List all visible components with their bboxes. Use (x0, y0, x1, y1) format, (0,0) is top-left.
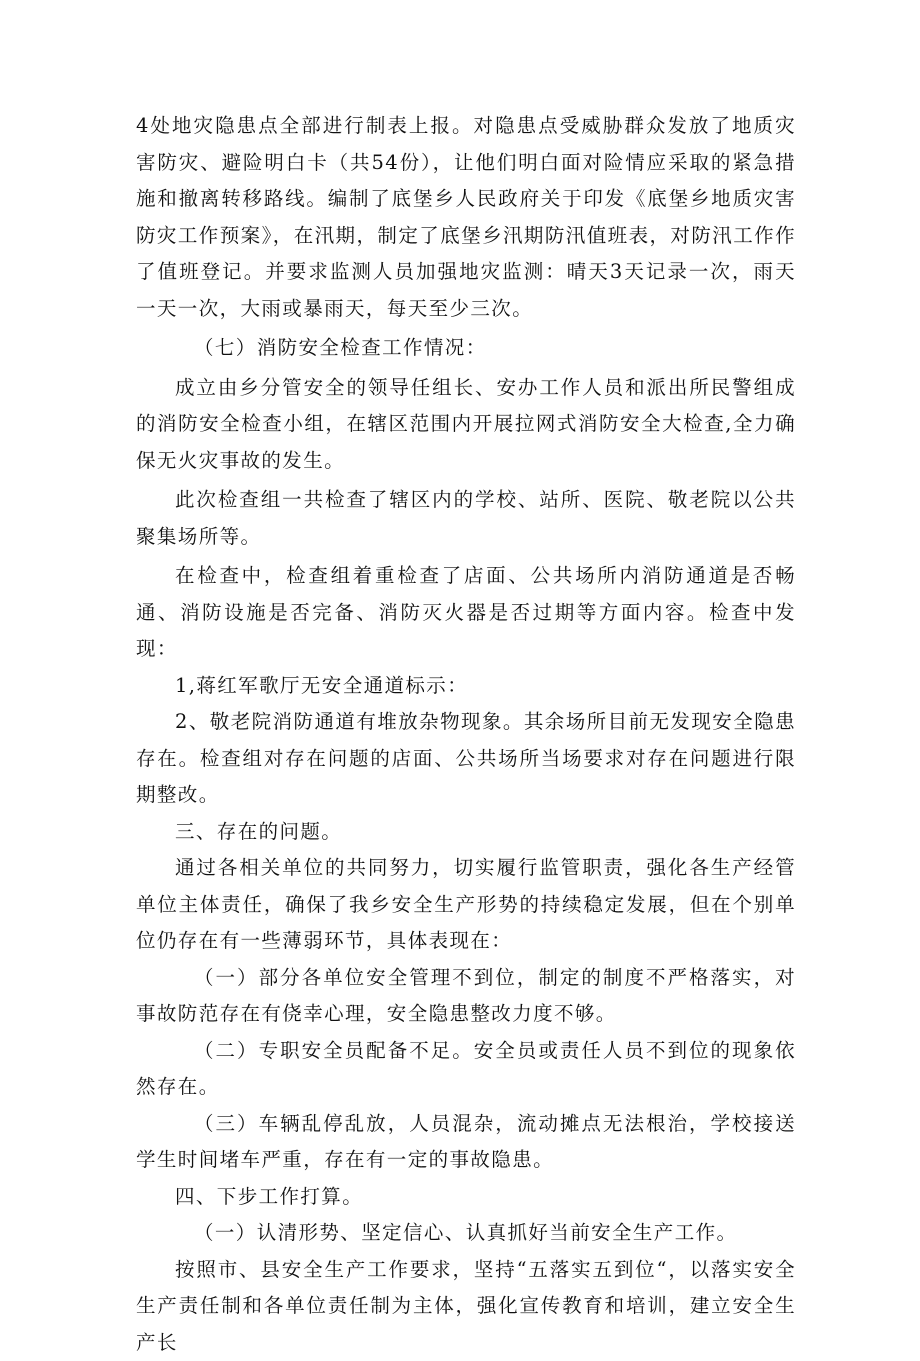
paragraph-inspection-focus: 在检查中，检查组着重检查了店面、公共场所内消防通道是否畅通、消防设施是否完备、消防灭火器是否过期等方面内容。检查中发现： (136, 558, 796, 668)
document-page (136, 108, 796, 1361)
list-item-problem-2: （二）专职安全员配备不足。安全员或责任人员不到位的现象依然存在。 (136, 1033, 796, 1106)
heading-fire-safety-inspection: （七）消防安全检查工作情况： (136, 330, 796, 367)
paragraph-inspection-team: 成立由乡分管安全的领导任组长、安办工作人员和派出所民警组成的消防安全检查小组，在辖区范围内开展拉网式消防安全大检查,全力确保无火灾事故的发生。 (136, 370, 796, 480)
list-item-finding-2: 2、敬老院消防通道有堆放杂物现象。其余场所目前无发现安全隐患存在。检查组对存在问题的店面、公共场所当场要求对存在问题进行限期整改。 (136, 704, 796, 814)
heading-existing-problems: 三、存在的问题。 (136, 814, 796, 851)
paragraph-inspection-scope: 此次检查组一共检查了辖区内的学校、站所、医院、敬老院以公共聚集场所等。 (136, 482, 796, 555)
list-item-problem-1: （一）部分各单位安全管理不到位，制定的制度不严格落实，对事故防范存在有侥幸心理，安全隐患整改力度不够。 (136, 960, 796, 1033)
paragraph-geohazard-report: 4处地灾隐患点全部进行制表上报。对隐患点受威胁群众发放了地质灾害防灾、避险明白卡（共54份），让他们明白面对险情应采取的紧急措施和撤离转移路线。编制了底堡乡人民政府关于印发《底堡乡地质灾害防灾工作预案》，在汛期，制定了底堡乡汛期防汛值班表，对防汛工作作了值班登记。并要求监测人员加强地灾监测：晴天3天记录一次，雨天一天一次，大雨或暴雨天，每天至少三次。 (136, 108, 796, 327)
heading-next-steps: 四、下步工作打算。 (136, 1179, 796, 1216)
heading-next-step-1: （一）认清形势、坚定信心、认真抓好当前安全生产工作。 (136, 1215, 796, 1252)
paragraph-problems-intro: 通过各相关单位的共同努力，切实履行监管职责，强化各生产经管单位主体责任，确保了我乡安全生产形势的持续稳定发展，但在个别单位仍存在有一些薄弱环节，具体表现在： (136, 850, 796, 960)
list-item-problem-3: （三）车辆乱停乱放，人员混杂，流动摊点无法根治，学校接送学生时间堵车严重，存在有一定的事故隐患。 (136, 1106, 796, 1179)
list-item-finding-1: 1,蒋红军歌厅无安全通道标示： (136, 668, 796, 705)
paragraph-next-step-1-detail: 按照市、县安全生产工作要求，坚持“五落实五到位“，以落实安全生产责任制和各单位责任制为主体，强化宣传教育和培训，建立安全生产长 (136, 1252, 796, 1361)
